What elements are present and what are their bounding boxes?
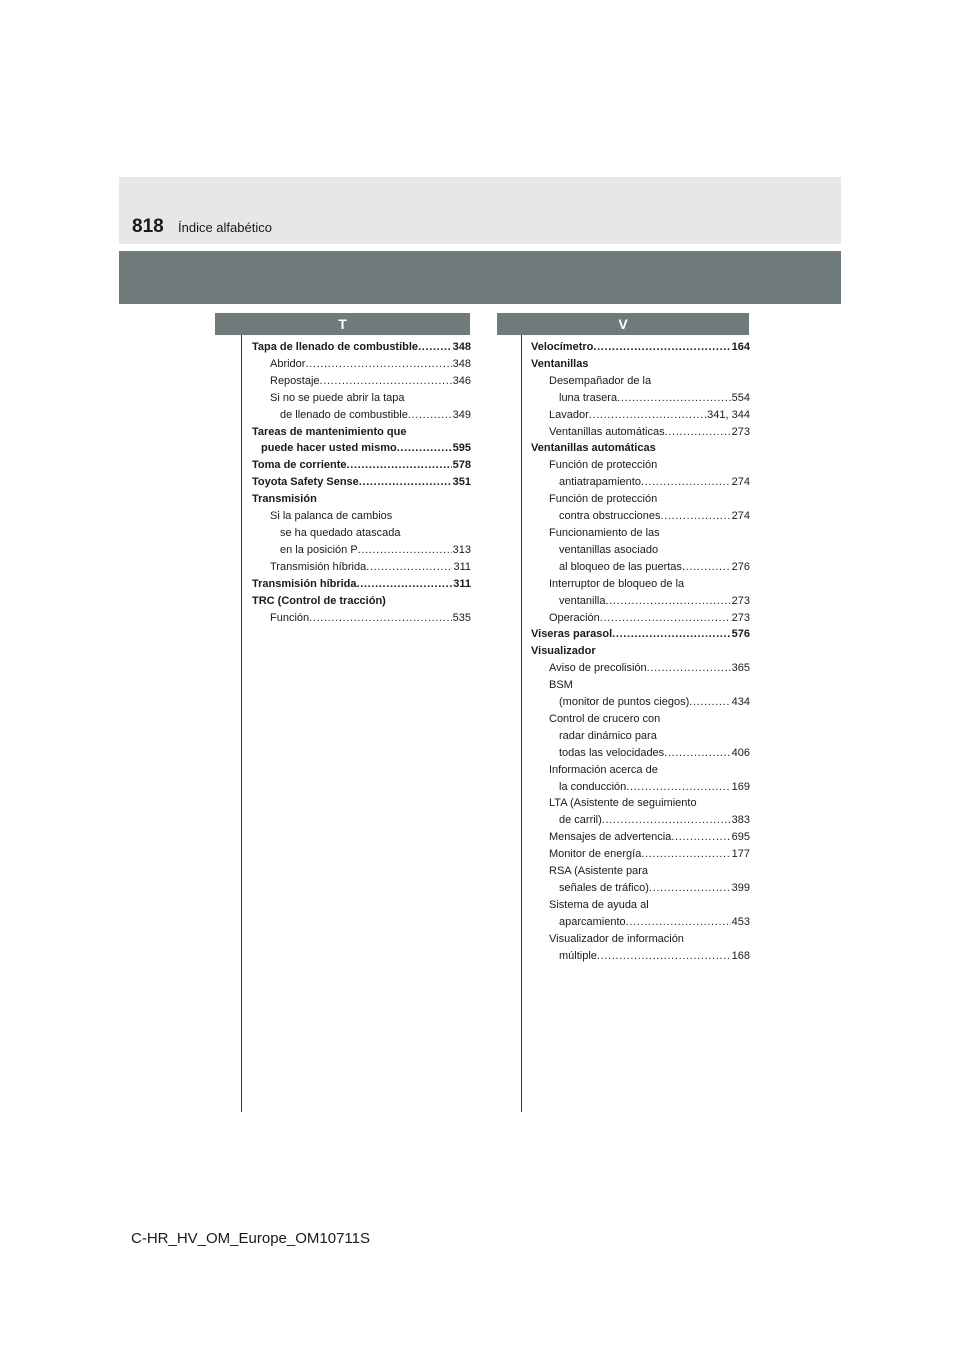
column-divider-right: [521, 335, 522, 1112]
index-entry-page[interactable]: 383: [731, 814, 750, 827]
index-entry-page[interactable]: 313: [452, 543, 471, 556]
dot-leader: [641, 474, 731, 491]
dot-leader: [641, 846, 730, 863]
index-column-t: [252, 339, 471, 626]
index-entry-page[interactable]: 351: [452, 476, 471, 489]
index-entry: [252, 373, 471, 390]
index-entry: [531, 407, 750, 424]
index-entry: [531, 424, 750, 441]
index-entry: [252, 525, 471, 542]
index-entry-page[interactable]: 695: [731, 831, 750, 844]
index-entry-label: Ventanillas automáticas: [549, 425, 665, 438]
index-entry-page[interactable]: 168: [731, 949, 750, 962]
index-entry: [531, 745, 750, 762]
index-entry: [531, 339, 750, 356]
index-entry-page[interactable]: 349: [452, 408, 471, 421]
index-entry: [531, 948, 750, 965]
index-entry: [531, 440, 750, 457]
dot-leader: [357, 576, 453, 593]
index-entry-label: RSA (Asistente para: [549, 865, 649, 878]
page-number: 818: [132, 216, 164, 237]
dot-leader: [347, 457, 452, 474]
index-entry-label: aparcamiento: [559, 915, 626, 928]
index-entry: [531, 576, 750, 593]
index-entry-label: Transmisión: [252, 493, 317, 506]
dot-leader: [359, 474, 452, 491]
dot-leader: [397, 440, 452, 457]
index-entry: [531, 508, 750, 525]
index-entry: [531, 373, 750, 390]
dot-leader: [617, 390, 731, 407]
index-entry-label: Función: [270, 611, 310, 624]
index-entry-label: Función de protección: [549, 493, 658, 506]
dot-leader: [366, 559, 452, 576]
dot-leader: [408, 407, 452, 424]
index-entry-label: antiatrapamiento: [559, 476, 641, 489]
index-entry: [252, 390, 471, 407]
index-entry: [531, 931, 750, 948]
index-entry: [531, 762, 750, 779]
index-entry-label: Transmisión híbrida: [270, 560, 367, 573]
index-entry: [531, 897, 750, 914]
index-entry-label: Toma de corriente: [252, 459, 347, 472]
dot-leader: [309, 610, 452, 627]
index-entry: [531, 660, 750, 677]
index-entry-page[interactable]: 348: [452, 341, 471, 353]
index-entry-label: al bloqueo de las puertas: [559, 560, 682, 573]
document-code: C-HR_HV_OM_Europe_OM10711S: [131, 1230, 370, 1247]
index-entry-page[interactable]: 273: [731, 425, 750, 438]
index-entry: [531, 677, 750, 694]
index-entry-page[interactable]: 434: [731, 696, 750, 709]
index-entry: [531, 846, 750, 863]
header-dark-band: [119, 251, 841, 304]
index-entry: [531, 559, 750, 576]
index-entry-page[interactable]: 273: [731, 611, 750, 624]
index-entry-label: Lavador: [549, 408, 589, 421]
letter-header-v: V: [497, 313, 749, 335]
index-entry-label: de carril): [559, 814, 602, 827]
index-entry-label: luna trasera: [559, 391, 618, 404]
index-entry-label: Ventanillas automáticas: [531, 442, 656, 455]
dot-leader: [664, 745, 730, 762]
index-entry: [531, 542, 750, 559]
index-entry-page[interactable]: 576: [731, 628, 750, 641]
index-entry-page[interactable]: 346: [452, 374, 471, 387]
index-entry-label: Transmisión híbrida: [252, 577, 357, 590]
index-entry-label: Ventanillas: [531, 357, 589, 370]
index-entry-page[interactable]: 365: [731, 662, 750, 675]
index-entry: [531, 356, 750, 373]
index-entry-label: señales de tráfico): [559, 882, 649, 894]
index-entry: [252, 576, 471, 593]
dot-leader: [305, 356, 451, 373]
index-entry-page[interactable]: 535: [452, 611, 471, 624]
section-title: Índice alfabético: [178, 220, 272, 235]
index-entry-label: Interruptor de bloqueo de la: [549, 577, 685, 590]
index-entry: [252, 407, 471, 424]
index-entry-label: Visualizador: [531, 645, 596, 658]
dot-leader: [593, 339, 730, 356]
dot-leader: [671, 829, 730, 846]
index-entry-label: Sistema de ayuda al: [549, 898, 649, 911]
index-entry: [531, 812, 750, 829]
letter-header-t: T: [215, 313, 470, 335]
index-entry: [252, 491, 471, 508]
index-entry: [531, 491, 750, 508]
index-entry: [252, 508, 471, 525]
index-entry: [252, 610, 471, 627]
index-entry: [252, 356, 471, 373]
index-entry: [531, 525, 750, 542]
index-entry: [252, 474, 471, 491]
dot-leader: [647, 660, 731, 677]
index-entry-label: Si no se puede abrir la tapa: [270, 391, 405, 404]
index-entry-page[interactable]: 341, 344: [707, 408, 750, 421]
index-entry-label: ventanillas asociado: [559, 543, 659, 556]
index-entry: [252, 440, 471, 457]
index-entry: [531, 795, 750, 812]
index-entry-label: contra obstrucciones: [559, 510, 661, 523]
index-entry-label: se ha quedado atascada: [280, 526, 401, 539]
index-entry-label: Tareas de mantenimiento que: [252, 425, 407, 438]
index-entry-label: Mensajes de advertencia: [549, 831, 672, 844]
index-entry: [531, 694, 750, 711]
column-divider-left: [241, 335, 242, 1112]
index-entry-page[interactable]: 177: [731, 848, 750, 861]
index-entry-label: Control de crucero con: [549, 712, 661, 725]
index-entry: [531, 593, 750, 610]
index-entry-page[interactable]: 399: [731, 882, 750, 894]
dot-leader: [597, 948, 731, 965]
index-entry-label: ventanilla: [559, 594, 606, 607]
index-entry-label: LTA (Asistente de seguimiento: [549, 797, 697, 810]
index-entry-page[interactable]: 453: [731, 915, 750, 928]
index-entry-page[interactable]: 595: [452, 442, 471, 455]
index-entry: [531, 914, 750, 931]
index-entry-label: (monitor de puntos ciegos): [559, 696, 690, 709]
index-entry-page[interactable]: 169: [731, 780, 750, 793]
index-entry-label: múltiple: [559, 949, 597, 962]
dot-leader: [612, 626, 731, 643]
index-entry-label: Operación: [549, 611, 600, 624]
index-entry-label: en la posición P: [280, 543, 358, 556]
index-entry-page[interactable]: 406: [731, 746, 750, 759]
dot-leader: [589, 407, 706, 424]
index-entry: [252, 559, 471, 576]
index-entry-label: Información acerca de: [549, 763, 658, 776]
index-entry: [531, 728, 750, 745]
dot-leader: [626, 914, 731, 931]
index-entry-page[interactable]: 273: [731, 594, 750, 607]
index-entry: [531, 626, 750, 643]
index-entry-label: Velocímetro: [531, 341, 594, 353]
dot-leader: [602, 812, 731, 829]
dot-leader: [665, 424, 731, 441]
index-entry: [252, 424, 471, 441]
index-entry-label: Función de protección: [549, 459, 658, 472]
index-entry-page[interactable]: 274: [731, 476, 750, 489]
index-entry: [531, 829, 750, 846]
index-entry-label: Funcionamiento de las: [549, 526, 660, 539]
index-entry: [252, 339, 471, 356]
index-entry: [531, 390, 750, 407]
dot-leader: [682, 559, 731, 576]
dot-leader: [661, 508, 731, 525]
index-entry: [531, 610, 750, 627]
index-entry-label: Monitor de energía: [549, 848, 642, 861]
index-entry-label: BSM: [549, 679, 573, 692]
index-entry-label: Aviso de precolisión: [549, 662, 647, 675]
index-entry-label: TRC (Control de tracción): [252, 594, 386, 607]
index-entry-label: todas las velocidades: [559, 746, 665, 759]
index-entry: [531, 779, 750, 796]
index-entry-label: Abridor: [270, 357, 306, 370]
index-entry-label: radar dinámico para: [559, 729, 657, 742]
index-entry-page[interactable]: 311: [453, 560, 471, 573]
index-entry-label: la conducción: [559, 780, 627, 793]
index-entry-label: Visualizador de información: [549, 932, 684, 945]
index-entry: [531, 863, 750, 880]
index-entry: [531, 457, 750, 474]
index-entry-label: Toyota Safety Sense: [252, 476, 359, 489]
dot-leader: [649, 880, 731, 897]
index-entry-label: Tapa de llenado de combustible: [252, 341, 419, 353]
index-entry: [252, 542, 471, 559]
dot-leader: [358, 542, 452, 559]
index-entry-label: Si la palanca de cambios: [270, 510, 393, 523]
index-entry-label: Repostaje: [270, 374, 320, 387]
index-entry: [531, 643, 750, 660]
index-entry-label: puede hacer usted mismo: [261, 442, 397, 455]
index-entry-page[interactable]: 578: [452, 459, 471, 472]
dot-leader: [418, 339, 452, 356]
dot-leader: [626, 779, 730, 796]
index-entry-label: Viseras parasol: [531, 628, 613, 641]
index-entry-page[interactable]: 164: [731, 341, 750, 353]
dot-leader: [600, 610, 731, 627]
index-column-v: [531, 339, 750, 965]
index-entry-page[interactable]: 311: [453, 577, 471, 590]
index-entry: [252, 457, 471, 474]
index-entry-page[interactable]: 554: [731, 391, 750, 404]
index-entry-label: de llenado de combustible: [280, 408, 408, 421]
dot-leader: [605, 593, 730, 610]
index-entry-label: Desempañador de la: [549, 374, 652, 387]
dot-leader: [689, 694, 730, 711]
index-entry: [531, 474, 750, 491]
index-entry: [531, 711, 750, 728]
index-entry: [531, 880, 750, 897]
index-entry-page[interactable]: 276: [731, 560, 750, 573]
index-entry-page[interactable]: 274: [731, 510, 750, 523]
index-entry: [252, 593, 471, 610]
index-entry-page[interactable]: 348: [452, 357, 471, 370]
dot-leader: [320, 373, 452, 390]
